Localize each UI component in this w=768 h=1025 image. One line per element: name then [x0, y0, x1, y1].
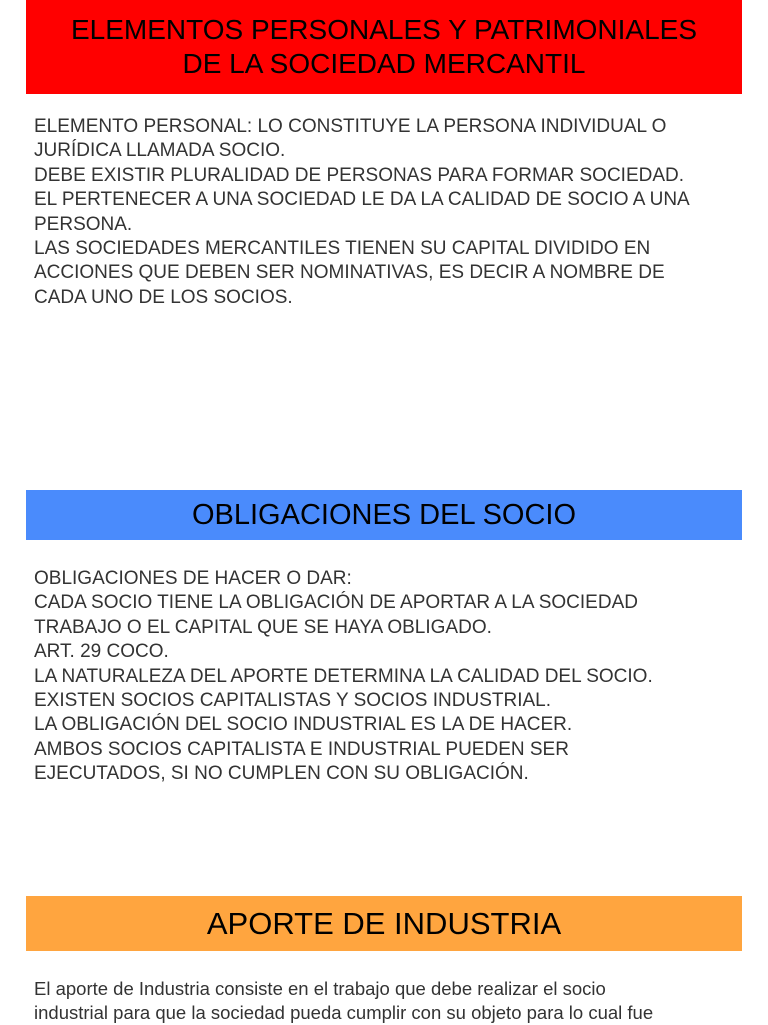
paragraph-line: EXISTEN SOCIOS CAPITALISTAS Y SOCIOS INDUSTRIAL.: [34, 690, 551, 712]
paragraph-line: CADA UNO DE LOS SOCIOS.: [34, 286, 293, 308]
section-1-heading-line-2: DE LA SOCIEDAD MERCANTIL: [182, 48, 586, 79]
section-2-body: [34, 567, 750, 787]
section-2-heading-text: OBLIGACIONES DEL SOCIO: [191, 498, 577, 531]
paragraph-line: ART. 29 COCO.: [34, 641, 169, 663]
paragraph-line: ELEMENTO PERSONAL: LO CONSTITUYE LA PERSONA INDIVIDUAL O: [34, 116, 667, 137]
paragraph-line: ACCIONES QUE DEBEN SER NOMINATIVAS, ES DECIR A NOMBRE DE: [34, 262, 665, 284]
section-2-heading: [26, 490, 742, 540]
paragraph-line: LA OBLIGACIÓN DEL SOCIO INDUSTRIAL ES LA DE HACER.: [34, 714, 573, 736]
paragraph-line: DEBE EXISTIR PLURALIDAD DE PERSONAS PARA FORMAR SOCIEDAD.: [34, 164, 685, 186]
paragraph-line: industrial para que la sociedad pueda cumplir con su objeto para lo cual fue: [34, 1002, 654, 1023]
paragraph-line: El aporte de Industria consiste en el trabajo que debe realizar el socio: [34, 978, 606, 999]
section-3-heading: [26, 896, 742, 951]
paragraph-line: AMBOS SOCIOS CAPITALISTA E INDUSTRIAL PUEDEN SER: [34, 738, 569, 760]
section-1-heading: [26, 0, 742, 94]
section-1-heading-line-1: ELEMENTOS PERSONALES Y PATRIMONIALES: [70, 14, 698, 45]
section-1-body: [34, 115, 750, 310]
paragraph-line: EJECUTADOS, SI NO CUMPLEN CON SU OBLIGACIÓN.: [34, 763, 529, 785]
paragraph-line: JURÍDICA LLAMADA SOCIO.: [34, 140, 286, 162]
paragraph-line: LAS SOCIEDADES MERCANTILES TIENEN SU CAPITAL DIVIDIDO EN: [34, 238, 651, 260]
paragraph-line: PERSONA.: [34, 213, 133, 235]
paragraph-line: EL PERTENECER A UNA SOCIEDAD LE DA LA CALIDAD DE SOCIO A UNA: [34, 189, 690, 211]
section-3-body: [34, 977, 750, 1025]
section-3-heading-text: APORTE DE INDUSTRIA: [206, 905, 562, 941]
paragraph-line: OBLIGACIONES DE HACER O DAR:: [34, 568, 352, 589]
paragraph-line: LA NATURALEZA DEL APORTE DETERMINA LA CALIDAD DEL SOCIO.: [34, 665, 653, 687]
paragraph-line: TRABAJO O EL CAPITAL QUE SE HAYA OBLIGADO.: [34, 616, 492, 638]
paragraph-line: CADA SOCIO TIENE LA OBLIGACIÓN DE APORTAR A LA SOCIEDAD: [34, 592, 638, 614]
